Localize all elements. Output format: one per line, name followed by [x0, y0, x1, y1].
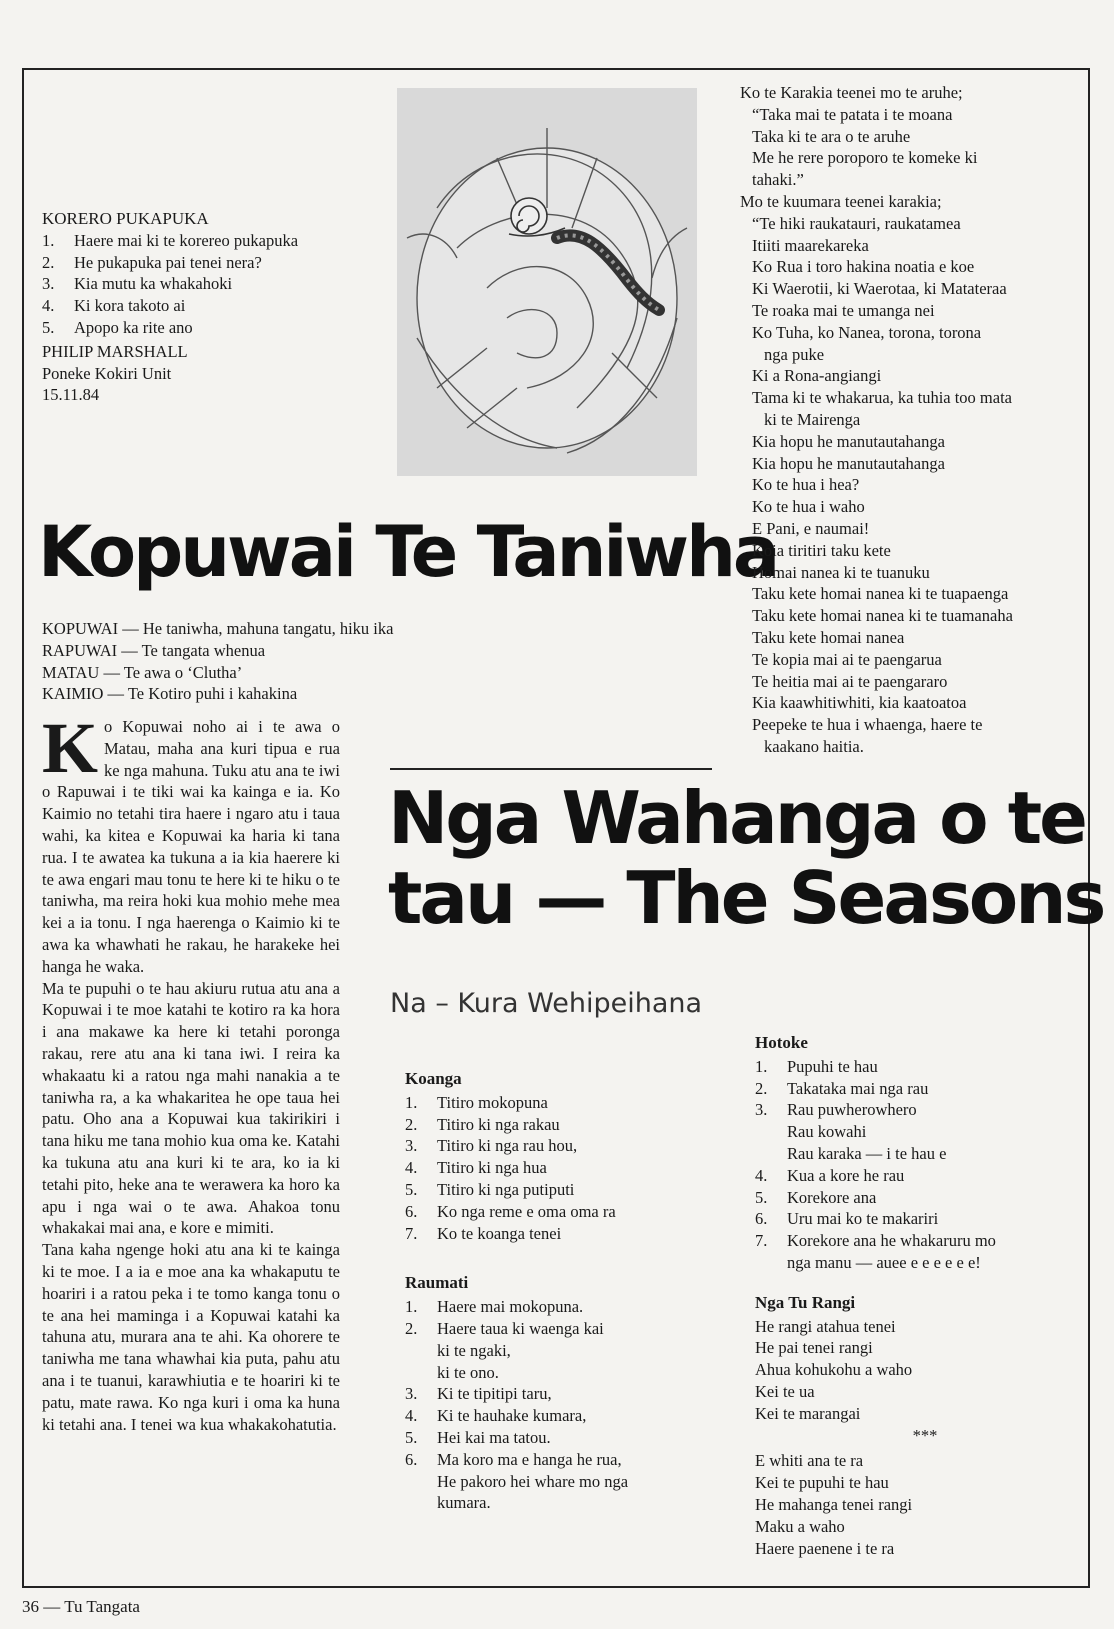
- verse1-line: “Taka mai te patata i te moana: [752, 104, 953, 124]
- raumati-item-text: Ma koro ma e hanga he rua,: [437, 1449, 622, 1469]
- verse2-line: Taku kete homai nanea ki te tuamanaha: [752, 606, 1013, 626]
- koanga-list: [405, 1092, 725, 1245]
- hotoke-item-number: 3.: [755, 1100, 768, 1120]
- character-line: MATAU — Te awa o ‘Clutha’: [42, 662, 243, 682]
- verse2-line: Ko te hua i hea?: [752, 475, 860, 495]
- hotoke-item: [755, 1056, 1055, 1078]
- hotoke-item: [755, 1208, 1055, 1230]
- verse2-line: Peepeke te hua i whaenga, haere te: [752, 715, 983, 735]
- seasons-middle-column: [405, 1068, 725, 1514]
- section-stars: ***: [912, 1425, 938, 1445]
- rangi-line: Ahua kohukohu a waho: [755, 1360, 913, 1380]
- verse2-line: E Pani, e naumai!: [752, 518, 870, 538]
- raumati-item-text: Ki te tipitipi taru,: [437, 1384, 552, 1404]
- raumati-item: [405, 1296, 725, 1318]
- korero-item-number: 5.: [42, 317, 55, 337]
- hotoke-item-text: Rau karaka — i te hau e: [787, 1143, 947, 1163]
- character-line: KAIMIO — Te Kotiro puhi i kahakina: [42, 684, 298, 704]
- hotoke-list: [755, 1056, 1055, 1274]
- hotoke-item-text: Takataka mai nga rau: [787, 1078, 929, 1098]
- verse2-line: Te kopia mai ai te paengarua: [752, 649, 942, 669]
- koanga-item-number: 3.: [405, 1136, 418, 1156]
- korero-list: [42, 230, 362, 339]
- karakia-intro-2: Mo te kuumara teenei karakia;: [740, 191, 942, 211]
- verse2-line: Te roaka mai te umanga nei: [752, 300, 935, 320]
- rangi-line: He rangi atahua tenei: [755, 1316, 896, 1336]
- raumati-item-text: Ki te hauhake kumara,: [437, 1406, 587, 1426]
- koanga-item-text: Ko te koanga tenei: [437, 1223, 562, 1243]
- illustration-cabbage-caterpillar: [397, 88, 697, 476]
- story-paragraph-3: Tana kaha ngenge hoki atu ana ki te kainga ki te moe. I a ia e moe ana ka whakaputu te hoariri i a ratou peka i te tomo kanga tonu o te ana hei maminga i a Kopuwai katahi ka tahuna atu, murara ana te ahi. Ka ohorere te taniwha me tana whawhai kia puta, pahu atu ana i te tuanui, karawhiutia e te hoariri ki te patu, mate rawa. Ko nga kuri i oma ka huna ki tetahi ana. I tenei wa kua whakakohatutia.: [42, 1240, 340, 1434]
- raumati-item-number: 2.: [405, 1318, 418, 1338]
- hotoke-item-text: Korekore ana: [787, 1187, 877, 1207]
- verse2-line: Taku kete homai nanea ki te tuapaenga: [752, 584, 1009, 604]
- section-divider: [390, 768, 712, 770]
- seasons-author: Na – Kura Wehipeihana: [390, 988, 703, 1019]
- koanga-heading: Koanga: [405, 1069, 462, 1088]
- koanga-item: [405, 1157, 725, 1179]
- story-paragraph-1: Ko Kopuwai noho ai i te awa o Matau, maha ana kuri tipua e rua ke nga mahuna. Tuku atu ana te iwi o Rapuwai i te tiki wai ka kainga e ia. Ko Kaimio no tetahi tira haere i ngaro atu i taua wahi, ka kitea e Kopuwai ka haria ki tana rua. I te awatea ka tukuna a ia kia haerere ki te awa engari mau tonu te here ki te hiku o te taniwha, ma reira hoki kua mohio mehe mea kei a ia tonu. I nga haerenga o Kaimio ki te awa ka whawhati he rakau, he harakeke hei hanga he waka.: [42, 708, 340, 976]
- taniwha-title: Kopuwai Te Taniwha: [38, 511, 778, 593]
- rangi-heading: Nga Tu Rangi: [755, 1292, 856, 1312]
- raumati-item: [405, 1340, 725, 1362]
- raumati-item: [405, 1362, 725, 1384]
- raumati-item-text: Haere mai mokopuna.: [437, 1297, 584, 1317]
- raumati-item-number: 3.: [405, 1384, 418, 1404]
- hotoke-item-text: Rau puwherowhero: [787, 1100, 917, 1120]
- koanga-item-text: Ko nga reme e oma oma ra: [437, 1201, 616, 1221]
- hotoke-heading: Hotoke: [755, 1033, 808, 1052]
- hotoke-item: [755, 1252, 1055, 1274]
- raumati-item-number: [405, 1471, 437, 1493]
- hotoke-item: [755, 1143, 1055, 1165]
- hotoke-item-number: 6.: [755, 1209, 768, 1229]
- hotoke-item-text: Rau kowahi: [787, 1122, 867, 1142]
- korero-date: 15.11.84: [42, 385, 100, 405]
- korero-author: PHILIP MARSHALL: [42, 341, 188, 361]
- seasons-right-column: [755, 1032, 1055, 1559]
- koanga-item-number: 4.: [405, 1158, 418, 1178]
- hotoke-item-number: [755, 1143, 787, 1165]
- koanga-item-number: 1.: [405, 1092, 418, 1112]
- koanga-item-number: 5.: [405, 1179, 418, 1199]
- rangi2-line: He mahanga tenei rangi: [755, 1494, 913, 1514]
- hotoke-item-number: [755, 1252, 787, 1274]
- hotoke-item: [755, 1078, 1055, 1100]
- karakia-verse-1: [740, 104, 1040, 191]
- karakia-verse-2: [740, 213, 1040, 758]
- koanga-item: [405, 1201, 725, 1223]
- hotoke-item-text: Korekore ana he whakaruru mo: [787, 1231, 996, 1251]
- koanga-item: [405, 1223, 725, 1245]
- raumati-item-number: 4.: [405, 1406, 418, 1426]
- koanga-item-number: 6.: [405, 1201, 418, 1221]
- verse2-line: Koia tiritiri taku kete: [752, 540, 891, 560]
- koanga-item-text: Titiro ki nga hua: [437, 1158, 547, 1178]
- korero-item-number: 2.: [42, 252, 55, 272]
- raumati-list: [405, 1296, 725, 1514]
- verse2-line: Homai nanea ki te tuanuku: [752, 562, 930, 582]
- verse2-line: Itiiti maarekareka: [752, 235, 869, 255]
- raumati-item: [405, 1427, 725, 1449]
- korero-item-text: Haere mai ki te korereo pukapuka: [74, 230, 299, 250]
- korero-item: [42, 317, 362, 339]
- koanga-item-text: Titiro ki nga putiputi: [437, 1179, 575, 1199]
- korero-item: [42, 295, 362, 317]
- verse2-line: Ki Waerotii, ki Waerotaa, ki Mataterаа: [752, 279, 1007, 299]
- hotoke-item-number: 1.: [755, 1056, 768, 1076]
- korero-item-text: He pukapuka pai tenei nera?: [74, 252, 262, 272]
- taniwha-characters: [42, 618, 462, 705]
- rangi2-line: E whiti ana te ra: [755, 1451, 864, 1471]
- rangi-lines-2: [755, 1450, 1055, 1559]
- verse2-line: Kia hopu he manutautahanga: [752, 431, 945, 451]
- korero-unit: Poneke Kokiri Unit: [42, 363, 172, 383]
- taniwha-story: [42, 708, 340, 1435]
- raumati-item-text: He pakoro hei whare mo nga: [437, 1471, 629, 1491]
- korero-item: [42, 252, 362, 274]
- seasons-title-line-1: Nga Wahanga o te: [388, 776, 1085, 860]
- koanga-item-number: 2.: [405, 1114, 418, 1134]
- raumati-item-number: [405, 1340, 437, 1362]
- raumati-item-text: Hei kai ma tatou.: [437, 1427, 551, 1447]
- rangi2-line: Maku a waho: [755, 1516, 845, 1536]
- raumati-item-text: Haere taua ki waenga kai: [437, 1318, 604, 1338]
- hotoke-item: [755, 1230, 1055, 1252]
- verse1-line: tahaki.”: [752, 170, 804, 190]
- dropcap-letter: K: [42, 708, 99, 788]
- hotoke-item-number: 4.: [755, 1165, 768, 1185]
- hotoke-item: [755, 1121, 1055, 1143]
- hotoke-item-text: Uru mai ko te makariri: [787, 1209, 939, 1229]
- koanga-item: [405, 1179, 725, 1201]
- verse2-line: Kia hopu he manutautahanga: [752, 453, 945, 473]
- hotoke-item-text: nga manu — auee e e e e e e!: [787, 1252, 981, 1272]
- hotoke-item-text: Kua a kore he rau: [787, 1165, 905, 1185]
- korero-item-number: 3.: [42, 274, 55, 294]
- raumati-item: [405, 1383, 725, 1405]
- character-line: KOPUWAI — He taniwha, mahuna tangatu, hiku ika: [42, 619, 394, 638]
- koanga-item-text: Titiro ki nga rau hou,: [437, 1136, 578, 1156]
- koanga-item-text: Titiro mokopuna: [437, 1092, 548, 1112]
- rangi-lines: [755, 1316, 1055, 1425]
- raumati-heading: Raumati: [405, 1273, 469, 1293]
- verse2-line: kaakano haitia.: [764, 736, 864, 756]
- character-line: RAPUWAI — Te tangata whenua: [42, 640, 266, 660]
- raumati-item-text: ki te ngaki,: [437, 1340, 511, 1360]
- rangi-line: Kei te marangai: [755, 1403, 861, 1423]
- verse2-line: Ko Rua i toro hakina noatia e koe: [752, 257, 975, 277]
- verse2-line: Kia kaawhitiwhiti, kia kaatoatoa: [752, 693, 967, 713]
- verse2-line: nga puke: [764, 344, 825, 364]
- verse2-line: Taku kete homai nanea: [752, 627, 905, 647]
- koanga-item: [405, 1092, 725, 1114]
- verse2-line: Te heitia mai ai te paengararo: [752, 671, 948, 691]
- raumati-item-number: [405, 1492, 437, 1514]
- rangi2-line: Kei te pupuhi te hau: [755, 1473, 889, 1493]
- rangi-line: Kei te ua: [755, 1381, 815, 1401]
- raumati-item-number: 5.: [405, 1427, 418, 1447]
- hotoke-item-text: Pupuhi te hau: [787, 1056, 878, 1076]
- verse1-line: Me he rere poroporo te komeke ki: [752, 148, 978, 168]
- korero-item-text: Ki kora takoto ai: [74, 296, 186, 316]
- raumati-item-text: kumara.: [437, 1493, 491, 1513]
- hotoke-item: [755, 1187, 1055, 1209]
- hotoke-item: [755, 1165, 1055, 1187]
- verse2-line: Tama ki te whakarua, ka tuhia too mata: [752, 388, 1012, 408]
- koanga-item-text: Titiro ki nga rakau: [437, 1114, 560, 1134]
- korero-item-number: 4.: [42, 296, 55, 316]
- story-paragraph-2: Ma te pupuhi o te hau akiuru rutua atu ana a Kopuwai i te moe katahi te kotiro ra ka hora i ana makawe ka here ki tetahi poronga rakau, rere atu ana ki tana iwi. I reira ka whakaatu ki a ratou nga mahi nanakia a te taniwha ra, a ka whakaritea he ope taua hei patu. Oho ana a Kopuwai kua takirikiri i tana hiku me tana mohio kua oma ke. Katahi ka tukuna atu ana kuri ki te ara, ko ia ki tetahi pito, heke ana te werawera ka horo ka apu i nga wai o te awa. Ahakoa tonu whakakai mai ana, e kore e mimiti.: [42, 978, 340, 1238]
- korero-item-number: 1.: [42, 230, 55, 250]
- rangi2-line: Haere paenene i te ra: [755, 1538, 895, 1558]
- korero-item-text: Apopo ka rite ano: [74, 317, 193, 337]
- hotoke-item-number: 7.: [755, 1231, 768, 1251]
- verse1-line: Taka ki te ara o te aruhe: [752, 126, 911, 146]
- raumati-item: [405, 1405, 725, 1427]
- korero-heading: KORERO PUKAPUKA: [42, 209, 209, 228]
- korero-item-text: Kia mutu ka whakahoki: [74, 274, 233, 294]
- hotoke-item-number: 2.: [755, 1078, 768, 1098]
- raumati-item-number: [405, 1362, 437, 1384]
- koanga-item-number: 7.: [405, 1223, 418, 1243]
- korero-item: [42, 230, 362, 252]
- verse2-line: Ki a Rona-angiangi: [752, 366, 882, 386]
- verse2-line: “Te hiki raukatauri, raukatamea: [752, 213, 961, 233]
- raumati-item-number: 6.: [405, 1449, 418, 1469]
- page-footer: 36 — Tu Tangata: [22, 1597, 140, 1616]
- hotoke-item-number: 5.: [755, 1187, 768, 1207]
- rangi-line: He pai tenei rangi: [755, 1338, 873, 1358]
- raumati-item: [405, 1492, 725, 1514]
- koanga-item: [405, 1114, 725, 1136]
- karakia-column: [740, 82, 1040, 758]
- korero-pukapuka: [42, 208, 362, 406]
- korero-item: [42, 273, 362, 295]
- raumati-item-text: ki te ono.: [437, 1362, 499, 1382]
- seasons-title-line-2: tau — The Seasons: [388, 856, 1104, 940]
- verse2-line: ki te Mairenga: [764, 409, 861, 429]
- karakia-intro-1: Ko te Karakia teenei mo te aruhe;: [740, 83, 963, 102]
- raumati-item: [405, 1449, 725, 1471]
- koanga-item: [405, 1135, 725, 1157]
- raumati-item: [405, 1318, 725, 1340]
- raumati-item-number: 1.: [405, 1297, 418, 1317]
- hotoke-item: [755, 1099, 1055, 1121]
- verse2-line: Ko Tuha, ko Nanea, torona, torona: [752, 322, 982, 342]
- raumati-item: [405, 1471, 725, 1493]
- hotoke-item-number: [755, 1121, 787, 1143]
- cabbage-drawing: [397, 88, 697, 476]
- verse2-line: Ko te hua i waho: [752, 497, 865, 517]
